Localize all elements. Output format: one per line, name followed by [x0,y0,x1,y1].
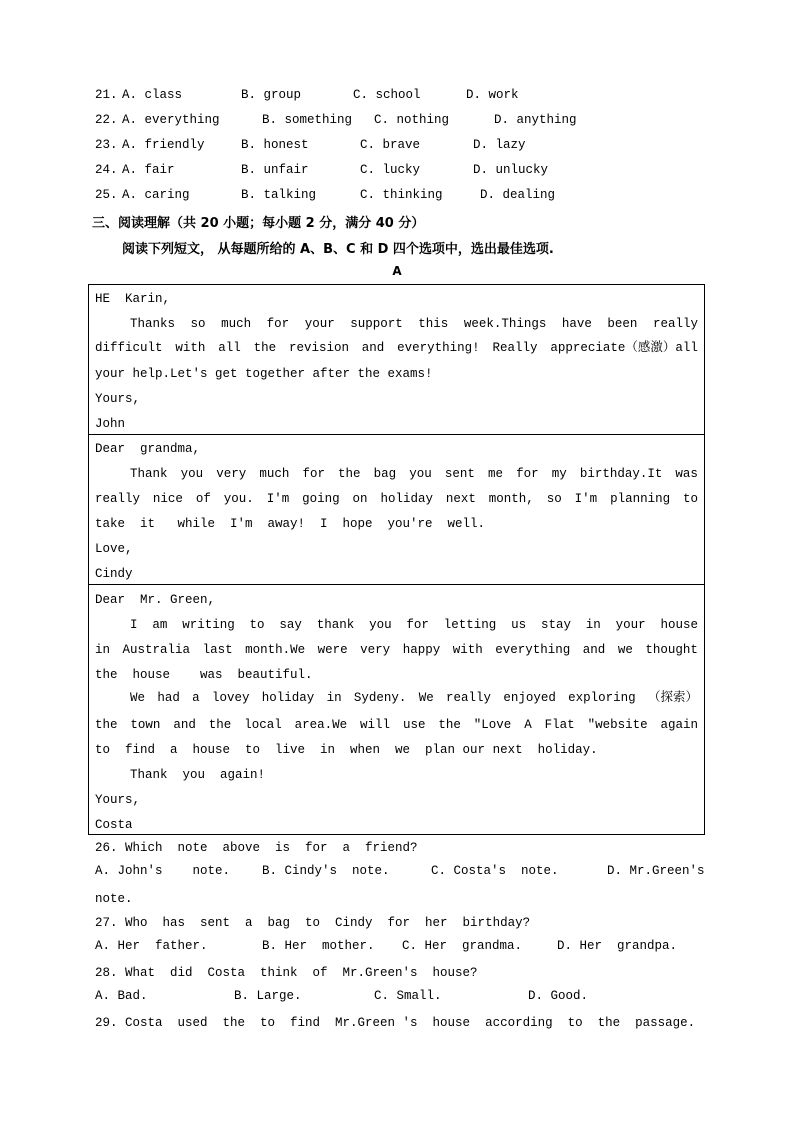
word: month.We [245,643,306,657]
word: and [361,341,385,355]
word: for [406,618,429,632]
note-greeting: Dear Mr. Green, [95,593,216,607]
word: for [302,467,325,481]
word: the [95,718,118,732]
option-c: C. thinking [360,188,443,202]
note-body-line [130,615,698,635]
word: with [175,341,206,355]
word: difficult [95,341,163,355]
word: thank [316,618,355,632]
word: next [445,492,476,506]
word: stay [540,618,571,632]
word: appreciate（感激）all [550,341,698,355]
note-body-line [130,464,698,484]
word: was [675,467,698,481]
word: much [221,317,252,331]
word: and [173,718,196,732]
word: revision [288,341,349,355]
note-body-line [95,338,698,358]
note-signature: Costa [95,818,133,832]
word: letting [443,618,497,632]
word: sent [444,467,475,481]
option-a: A. class [122,88,183,102]
option-b: B. honest [241,138,309,152]
word: very [360,643,391,657]
word: Flat [544,718,575,732]
option-a: A. Her father. [95,939,208,953]
word: use [402,718,426,732]
option-a: A. Bad. [95,989,148,1003]
note-body-line: the house was beautiful. [95,668,313,682]
word: month, [488,492,534,506]
word: me [487,467,503,481]
note-closing: Yours, [95,793,141,807]
word: Really [492,341,538,355]
option-b: B. unfair [241,163,309,177]
word: the [208,718,232,732]
word: writing [182,618,235,632]
option-c: C. nothing [374,113,450,127]
note-body-line [130,688,698,708]
word: in [585,618,601,632]
question-continuation: note. [95,892,133,906]
word: so [546,492,562,506]
option-d: D. Her grandpa. [557,939,678,953]
option-c: C. Her grandma. [402,939,523,953]
word: much [259,467,290,481]
word: been [607,317,638,331]
word: We [418,691,434,705]
word: the [338,467,361,481]
option-d: D. lazy [473,138,526,152]
question-stem: 29. Costa used the to find Mr.Green 's house according to the passage. [95,1016,696,1030]
word: in [326,691,342,705]
word: am [152,618,168,632]
option-a: A. John's note. [95,864,231,878]
option-c: C. lucky [360,163,421,177]
option-d: D. anything [494,113,577,127]
passage-title: A [392,264,402,278]
option-d: D. Good. [528,989,589,1003]
option-d: D. dealing [480,188,556,202]
option-b: B. Large. [234,989,302,1003]
word: last [202,643,233,657]
note-greeting: Dear grandma, [95,442,201,456]
word: all [218,341,241,355]
word: again [660,718,698,732]
word: so [190,317,206,331]
word: going [302,492,340,506]
word: enjoyed [503,691,556,705]
word: Thank [130,467,168,481]
question-number: 24. [95,163,118,177]
word: lovey [211,691,250,705]
word: planning [610,492,671,506]
word: you. [223,492,254,506]
option-d: D. unlucky [473,163,549,177]
note-box-john [88,284,705,435]
word: support [350,317,403,331]
note-box-cindy [88,434,705,585]
option-c: C. Small. [374,989,442,1003]
word: your [615,618,646,632]
word: holiday [261,691,315,705]
option-a: A. friendly [122,138,205,152]
word: holiday [380,492,433,506]
word: A [524,718,532,732]
word: town [130,718,161,732]
word: Thanks [130,317,176,331]
note-signature: John [95,417,126,431]
note-body-line: take it while I'm away! I hope you're well. [95,517,486,531]
word: I'm [266,492,290,506]
option-c: C. school [353,88,421,102]
word: you [369,618,392,632]
note-greeting: HE Karin, [95,292,171,306]
note-body-line [130,314,698,334]
option-b: B. talking [241,188,317,202]
word: to [682,492,698,506]
question-number: 25. [95,188,118,202]
option-a: A. fair [122,163,175,177]
note-body-line: your help.Let's get together after the exams! [95,367,433,381]
question-number: 22. [95,113,118,127]
word: with [452,643,483,657]
note-body-line: Thank you again! [130,768,266,782]
word: Sydeny. [353,691,407,705]
word: week.Things [463,317,547,331]
word: you [180,467,204,481]
word: happy [402,643,441,657]
word: my [551,467,567,481]
word: for [266,317,290,331]
word: everything [495,643,571,657]
option-b: B. something [262,113,353,127]
option-d: D. work [466,88,519,102]
option-c: C. Costa's note. [431,864,559,878]
word: local [244,718,282,732]
option-c: C. brave [360,138,421,152]
word: really [446,691,492,705]
note-signature: Cindy [95,567,133,581]
word: on [352,492,368,506]
word: the [253,341,277,355]
word: bag [373,467,397,481]
word: had [157,691,180,705]
word: in [95,643,111,657]
word: really [95,492,141,506]
word: exploring [568,691,636,705]
word: Australia [122,643,191,657]
word: this [418,317,449,331]
word: "Love [473,718,512,732]
word: you [409,467,432,481]
word: the [438,718,461,732]
word: We [130,691,146,705]
word: to [249,618,265,632]
word: I [130,618,138,632]
word: a [192,691,200,705]
word: were [317,643,348,657]
word: house [660,618,698,632]
note-box-costa [88,584,705,835]
word: thought [645,643,698,657]
note-closing: Yours, [95,392,141,406]
note-body-line [95,715,698,735]
option-b: B. Her mother. [262,939,375,953]
word: us [511,618,527,632]
question-number: 21. [95,88,118,102]
option-a: A. caring [122,188,190,202]
question-stem: 27. Who has sent a bag to Cindy for her birthday? [95,916,531,930]
option-b: B. group [241,88,302,102]
word: I'm [574,492,598,506]
word: everything! [397,341,480,355]
word: for [516,467,539,481]
question-number: 23. [95,138,118,152]
word: "website [587,718,648,732]
option-a: A. everything [122,113,220,127]
word: have [561,317,592,331]
note-closing: Love, [95,542,133,556]
option-d: D. Mr.Green's [607,864,705,878]
question-stem: 26. Which note above is for a friend? [95,841,418,855]
word: will [360,718,391,732]
word: nice [152,492,183,506]
question-stem: 28. What did Costa think of Mr.Green's house? [95,966,478,980]
note-body-line [95,640,698,660]
word: （探索） [647,691,698,705]
note-body-line [95,489,698,509]
word: area.We [294,718,348,732]
word: and [582,643,606,657]
word: of [195,492,211,506]
section-instruction: 阅读下列短文， 从每题所给的 A、B、C 和 D 四个选项中，选出最佳选项. [122,242,554,257]
word: very [216,467,247,481]
word: say [279,618,302,632]
word: your [304,317,335,331]
word: really [652,317,698,331]
note-body-line: to find a house to live in when we plan our next holiday. [95,743,598,757]
section-heading: 三、阅读理解（共 20 小题；每小题 2 分，满分 40 分） [92,216,425,231]
option-b: B. Cindy's note. [262,864,390,878]
word: birthday.It [579,467,663,481]
word: we [617,643,633,657]
